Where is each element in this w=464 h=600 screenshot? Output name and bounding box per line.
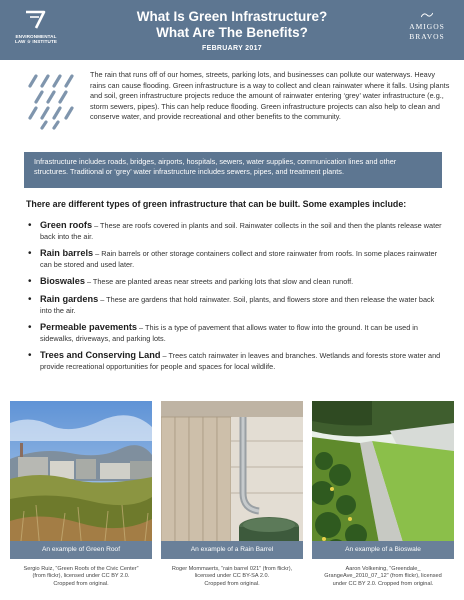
rain-icon bbox=[26, 72, 76, 130]
bullet-icon: • bbox=[28, 276, 32, 288]
photo-green-roof bbox=[10, 401, 152, 559]
credit-green-roof bbox=[10, 566, 152, 588]
credit-bioswale bbox=[312, 566, 454, 588]
list-item-permeable-pavements bbox=[28, 322, 448, 344]
green-infrastructure-types-list bbox=[28, 220, 448, 379]
section-heading: There are different types of green infrastructure that can be built. Some examples include: bbox=[26, 199, 407, 209]
credit-line: under CC BY 2.0. Cropped from original. bbox=[332, 580, 434, 587]
list-item-green-roofs bbox=[28, 220, 448, 242]
eli-logo bbox=[8, 10, 64, 52]
bullet-icon: • bbox=[28, 248, 32, 260]
amigos-bravos-line2: BRAVOS bbox=[409, 32, 445, 41]
infrastructure-info-box bbox=[24, 152, 442, 188]
eli-logo-icon bbox=[24, 10, 46, 30]
term-label: Rain gardens bbox=[40, 293, 99, 304]
eli-name-line1: ENVIRONMENTAL bbox=[15, 34, 57, 39]
photo-caption: An example of Green Roof bbox=[10, 541, 152, 559]
bullet-icon: • bbox=[28, 220, 32, 231]
info-box-text: Infrastructure includes roads, bridges, airports, hospitals, sewers, water supplies, communication lines and other structures. Traditional or ‘grey’ water infrastructure includes sewers, pipes, and treatment plants. bbox=[34, 157, 397, 177]
credit-line: Aaron Volkening, “Greendale_ bbox=[345, 566, 421, 572]
credit-line: Cropped from original. bbox=[53, 580, 109, 587]
credit-line: Cropped from original. bbox=[204, 580, 260, 587]
list-item-bioswales bbox=[28, 276, 448, 288]
photo-rain-barrel bbox=[161, 401, 303, 559]
term-label: Rain barrels bbox=[40, 248, 94, 259]
list-item-trees-conserving-land bbox=[28, 350, 448, 372]
amigos-bravos-line1: AMIGOS bbox=[409, 22, 445, 31]
term-label: Bioswales bbox=[40, 276, 85, 287]
term-description: – These are roofs covered in plants and soil. Rainwater collects in the soil and then the plants release water back into the air. bbox=[40, 221, 442, 241]
term-label: Green roofs bbox=[40, 220, 93, 230]
page-title bbox=[90, 9, 374, 41]
term-description: – These are planted areas near streets and parking lots that slow and clean runoff. bbox=[84, 277, 354, 287]
photo-bioswale bbox=[312, 401, 454, 559]
green-roof-image bbox=[10, 401, 152, 559]
photo-caption: An example of a Bioswale bbox=[312, 541, 454, 559]
credit-line: Sergio Ruiz, “Green Roofs of the Civic Center” bbox=[23, 566, 139, 572]
term-description: – Rain barrels or other storage containers collect and store rainwater from roofs. In some places rainwater can be stored and used later. bbox=[40, 249, 438, 269]
bioswale-image bbox=[312, 401, 454, 559]
credit-line: (from flickr), licensed under CC BY 2.0. bbox=[32, 573, 130, 580]
list-item-rain-gardens bbox=[28, 294, 448, 316]
title-line-1: What Is Green Infrastructure? bbox=[136, 9, 328, 24]
publication-date: FEBRUARY 2017 bbox=[202, 45, 262, 52]
term-description: – This is a type of pavement that allows water to flow into the ground. It can be used in sidewalks, driveways, and parking lots. bbox=[40, 323, 418, 343]
bullet-icon: • bbox=[28, 293, 32, 305]
credit-rain-barrel bbox=[161, 566, 303, 588]
term-label: Trees and Conserving Land bbox=[40, 350, 161, 361]
eli-name-line2: LAW ☆ INSTITUTE bbox=[14, 39, 58, 45]
credit-line: Roger Mommaerts, “rain barrel 021” (from flickr), bbox=[171, 566, 293, 572]
bullet-icon: • bbox=[28, 350, 32, 362]
term-label: Permeable pavements bbox=[40, 322, 138, 333]
intro-paragraph: The rain that runs off of our homes, streets, parking lots, and businesses can pollute our waterways. Heavy rains can cause flooding. Green infrastructure is a way to collect and clean rainwater where it falls. Using plants and soil, green infrastructure projects reduce the amount of rainwater entering ‘grey’ water infrastructure (e.g., storm sewers, pipes). This can help reduce flooding. Green infrastructure projects can also help to clean and conserve water, and provide recreational and other benefits to the community. bbox=[90, 70, 450, 122]
term-description: – Trees catch rainwater in leaves and branches. Wetlands and forests store water and provide recreational opportunities for people and spaces for local wildlife. bbox=[40, 351, 441, 371]
amigos-bravos-logo bbox=[396, 14, 458, 42]
credit-line: GrangeAve_2010_07_12” (from flickr), licensed bbox=[324, 573, 442, 580]
title-line-2: What Are The Benefits? bbox=[156, 25, 308, 40]
header-banner bbox=[0, 0, 464, 60]
term-description: – These are gardens that hold rainwater. Soil, plants, and flowers store and then release the water back into the air. bbox=[40, 294, 435, 315]
credit-line: licensed under CC BY-SA 2.0. bbox=[194, 573, 270, 580]
eli-logo-text bbox=[8, 34, 64, 45]
list-item-rain-barrels bbox=[28, 248, 448, 270]
photo-row bbox=[0, 401, 464, 561]
bullet-icon: • bbox=[28, 322, 32, 334]
photo-caption: An example of a Rain Barrel bbox=[161, 541, 303, 559]
rain-barrel-image bbox=[161, 401, 303, 559]
